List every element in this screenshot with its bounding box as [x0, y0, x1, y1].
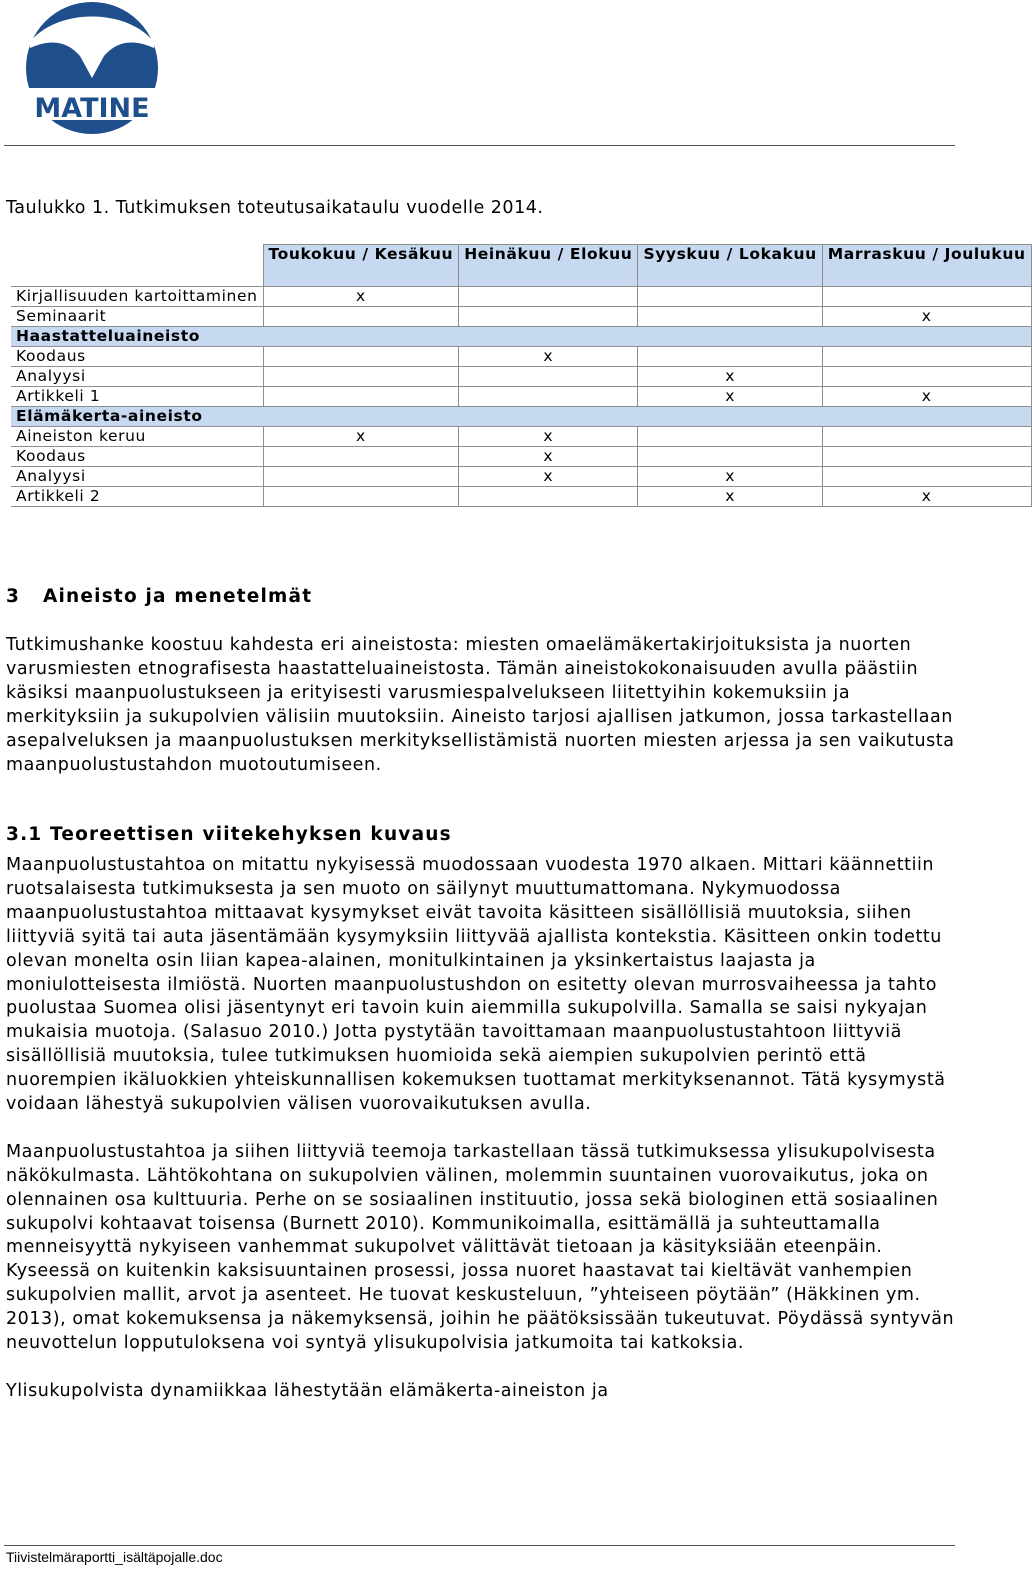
section-3-1-body [6, 854, 956, 1404]
paragraph: Ylisukupolvista dynamiikkaa lähestytään elämäkerta-aineiston ja [6, 1380, 609, 1401]
row-label: Artikkeli 1 [11, 387, 263, 407]
table-cell [459, 287, 638, 307]
table-cell [263, 487, 459, 507]
section-3-heading: 3 Aineisto ja menetelmät [6, 586, 313, 607]
table-corner [11, 245, 263, 287]
table-cell: x [822, 487, 1031, 507]
row-label: Artikkeli 2 [11, 487, 263, 507]
row-label: Koodaus [11, 347, 263, 367]
column-header: Toukokuu / Kesäkuu [263, 245, 459, 287]
table-cell [822, 467, 1031, 487]
paragraph: Maanpuolustustahtoa ja siihen liittyviä teemoja tarkastellaan tässä tutkimuksessa ylisukupolvisesta näkökulmasta. Lähtökohtana on sukupolvien välinen, molemmin suuntainen vuorovaikutus, joka on olennainen osa kulttuuria. Perhe on se sosiaalinen instituutio, jossa sekä biologinen että sosiaalinen sukupolvi kohtaavat toisensa (Burnett 2010). Kommunikoimalla, esittämällä ja suhteuttamalla menneisyyttä nykyiseen vanhemmat sukupolvet välittävät tietoaan ja käsityksiään eteenpäin. Kyseessä on kuitenkin kaksisuuntainen prosessi, jossa nuoret haastavat tai kieltävät vanhempien sukupolvien mallit, arvot ja asenteet. He tuovat keskusteluun, ”yhteiseen pöytään” (Häkkinen ym. 2013), omat kokemuksensa ja näkemyksensä, joihin he päätöksissään tukeutuvat. Pöydässä syntyvän neuvottelun lopputuloksena voi syntyä ylisukupolvisia jatkumoita tai katkoksia. [6, 1141, 955, 1354]
table-cell: x [459, 347, 638, 367]
table-section-row [11, 407, 1031, 427]
column-header: Syyskuu / Lokakuu [638, 245, 822, 287]
table-row [11, 487, 1031, 507]
table-cell [459, 367, 638, 387]
table-cell [638, 307, 822, 327]
table-cell [638, 427, 822, 447]
footer-rule [4, 1545, 955, 1546]
row-label: Koodaus [11, 447, 263, 467]
paragraph: Tutkimushanke koostuu kahdesta eri aineistosta: miesten omaelämäkertakirjoituksista ja nuorten varusmiesten etnografisesta haastatteluaineistosta. Tämän aineistokokonaisuuden avulla päästiin käsiksi maanpuolustukseen ja erityisesti varusmiespalvelukseen liitettyihin kokemuksiin ja merkityksiin ja sukupolvien välisiin muutoksiin. Aineisto tarjosi ajallisen jatkumon, jossa tarkastellaan asepalveluksen ja maanpuolustuksen merkityksellistämistä nuorten miesten arjessa ja sen vaikutusta maanpuolustustahdon muotoutumiseen. [6, 635, 955, 775]
footer-filename: Tiivistelmäraportti_isältäpojalle.doc [6, 1549, 223, 1565]
table-cell [822, 347, 1031, 367]
table-cell: x [459, 427, 638, 447]
table-cell: x [263, 287, 459, 307]
column-header: Marraskuu / Joulukuu [822, 245, 1031, 287]
row-label: Analyysi [11, 367, 263, 387]
table-cell: x [638, 387, 822, 407]
table-cell [263, 347, 459, 367]
table-row [11, 447, 1031, 467]
table-row [11, 347, 1031, 367]
table-cell [263, 447, 459, 467]
logo-wordmark: MATINE [34, 93, 150, 124]
table-cell: x [263, 427, 459, 447]
table-cell [459, 387, 638, 407]
table-caption: Taulukko 1. Tutkimuksen toteutusaikataulu vuodelle 2014. [6, 198, 544, 218]
header-rule [4, 145, 955, 146]
row-label: Aineiston keruu [11, 427, 263, 447]
table-cell [263, 467, 459, 487]
table-row [11, 467, 1031, 487]
table-section-row [11, 327, 1031, 347]
table-cell [459, 487, 638, 507]
table-header-row [11, 245, 1031, 287]
section-label: Elämäkerta-aineisto [11, 407, 1031, 427]
table-cell: x [638, 467, 822, 487]
table-row [11, 427, 1031, 447]
table-cell: x [638, 487, 822, 507]
table-cell [638, 287, 822, 307]
table-row [11, 287, 1031, 307]
table-cell [822, 367, 1031, 387]
table-row [11, 307, 1031, 327]
table-cell [263, 367, 459, 387]
table-cell [638, 447, 822, 467]
matine-logo [22, 2, 162, 124]
table-cell [263, 307, 459, 327]
section-3-body [6, 634, 956, 777]
section-3-1-heading: 3.1 Teoreettisen viitekehyksen kuvaus [6, 824, 452, 845]
paragraph: Maanpuolustustahtoa on mitattu nykyisessä muodossaan vuodesta 1970 alkaen. Mittari käännettiin ruotsalaisesta tutkimuksesta ja sen muoto on säilynyt muuttumattomana. Nykymuodossa maanpuolustustahtoa mittaavat kysymykset eivät tavoita käsitteen sisällöllisiä muutoksia, siihen liittyviä syitä tai auta jäsentämään kysymyksiin liittyvää ajallista kontekstia. Käsitteen onkin todettu olevan monelta osin liian kapea-alainen, monitulkintainen ja yksinkertaistus laajasta ja moniulotteisesta ilmiöstä. Nuorten maanpuolustushdon on esitetty olevan murrosvaiheessa ja tahto puolustaa Suomea olisi jäsentynyt eri tavoin kuin aiemmilla sukupolvilla. Samalla se saisi nykyajan mukaisia muotoja. (Salasuo 2010.) Jotta pystytään tavoittamaan maanpuolustustahtoon liittyviä sisällöllisiä muutoksia, tulee tutkimuksen huomioida sekä aiempien sukupolvien perintö että nuorempien ikäluokkien yhteiskunnallisen kokemuksen tuottamat merkityksenannot. Tätä kysymystä voidaan lähestyä sukupolvien välisen vuorovaikutuksen avulla. [6, 855, 946, 1115]
row-label: Seminaarit [11, 307, 263, 327]
table-cell [822, 447, 1031, 467]
table-cell [263, 387, 459, 407]
table-row [11, 367, 1031, 387]
table-cell: x [822, 387, 1031, 407]
matine-logo-emblem [22, 2, 162, 124]
column-header: Heinäkuu / Elokuu [459, 245, 638, 287]
table-cell: x [638, 367, 822, 387]
schedule-table [11, 244, 1032, 507]
table-cell: x [822, 307, 1031, 327]
table-cell: x [459, 447, 638, 467]
row-label: Analyysi [11, 467, 263, 487]
table-cell [822, 287, 1031, 307]
table-cell: x [459, 467, 638, 487]
table-cell [822, 427, 1031, 447]
table-cell [459, 307, 638, 327]
table-row [11, 387, 1031, 407]
section-label: Haastatteluaineisto [11, 327, 1031, 347]
row-label: Kirjallisuuden kartoittaminen [11, 287, 263, 307]
table-cell [638, 347, 822, 367]
